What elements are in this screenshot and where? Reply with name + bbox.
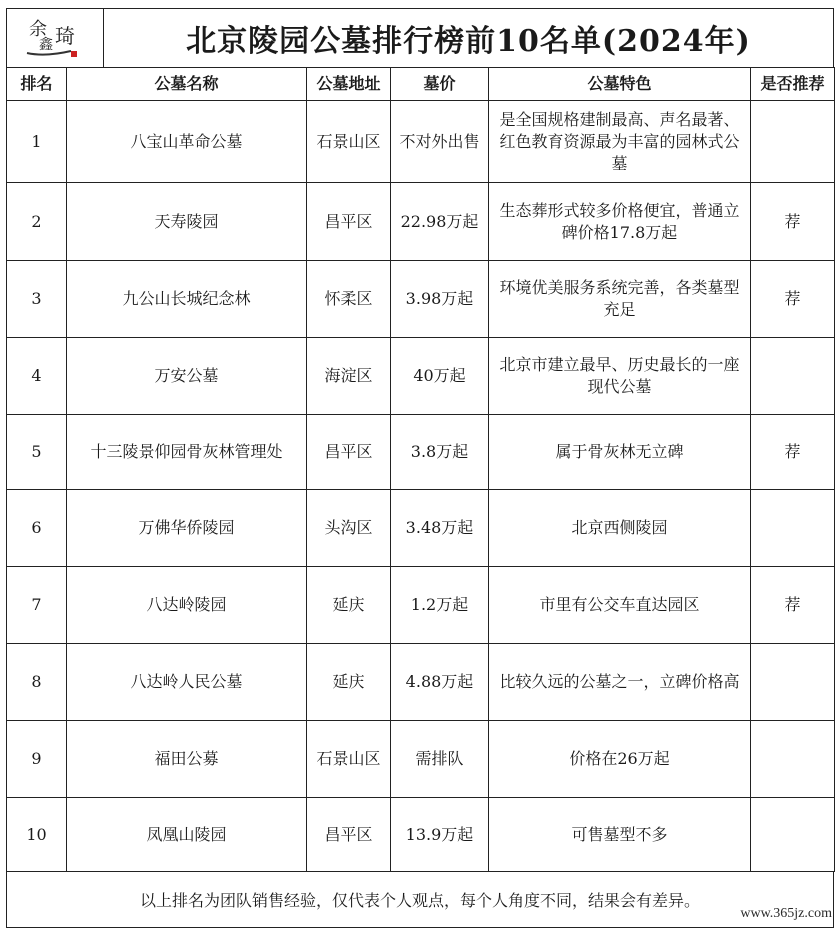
cell-price: 不对外出售 bbox=[391, 101, 489, 183]
cell-rank: 8 bbox=[7, 644, 67, 721]
svg-text:余: 余 bbox=[29, 19, 47, 40]
cell-rank: 3 bbox=[7, 261, 67, 338]
table-row bbox=[7, 101, 835, 183]
cell-name: 万佛华侨陵园 bbox=[67, 490, 307, 567]
table-row bbox=[7, 338, 835, 415]
table-row bbox=[7, 261, 835, 338]
ranking-sheet bbox=[6, 8, 834, 872]
cell-feature: 市里有公交车直达园区 bbox=[489, 567, 751, 644]
page-title: 北京陵园公墓排行榜前10名单(2024年) bbox=[186, 24, 751, 59]
cell-rank: 2 bbox=[7, 183, 67, 261]
cell-feature: 属于骨灰林无立碑 bbox=[489, 415, 751, 490]
cell-name: 天寿陵园 bbox=[67, 183, 307, 261]
cell-price: 3.98万起 bbox=[391, 261, 489, 338]
cell-recommend bbox=[751, 644, 835, 721]
cell-rank: 9 bbox=[7, 721, 67, 798]
cell-price: 需排队 bbox=[391, 721, 489, 798]
cell-address: 怀柔区 bbox=[307, 261, 391, 338]
cell-price: 3.8万起 bbox=[391, 415, 489, 490]
header-feature: 公墓特色 bbox=[489, 68, 751, 101]
cell-feature: 是全国规格建制最高、声名最著、红色教育资源最为丰富的园林式公墓 bbox=[489, 101, 751, 183]
cell-name: 福田公募 bbox=[67, 721, 307, 798]
cell-name: 八达岭陵园 bbox=[67, 567, 307, 644]
cell-rank: 1 bbox=[7, 101, 67, 183]
cell-feature: 比较久远的公墓之一，立碑价格高 bbox=[489, 644, 751, 721]
cell-price: 13.9万起 bbox=[391, 798, 489, 872]
cell-address: 昌平区 bbox=[307, 798, 391, 872]
cell-price: 22.98万起 bbox=[391, 183, 489, 261]
cell-address: 延庆 bbox=[307, 567, 391, 644]
cell-name: 八达岭人民公墓 bbox=[67, 644, 307, 721]
watermark: www.365jz.com bbox=[740, 906, 832, 921]
header-address: 公墓地址 bbox=[307, 68, 391, 101]
svg-text:琦: 琦 bbox=[55, 24, 75, 48]
cell-rank: 7 bbox=[7, 567, 67, 644]
table-row bbox=[7, 183, 835, 261]
cell-feature: 北京西侧陵园 bbox=[489, 490, 751, 567]
cell-address: 昌平区 bbox=[307, 415, 391, 490]
cell-recommend bbox=[751, 490, 835, 567]
cell-recommend bbox=[751, 338, 835, 415]
table-row bbox=[7, 415, 835, 490]
brand-logo bbox=[7, 9, 104, 67]
svg-text:鑫: 鑫 bbox=[39, 37, 53, 53]
cell-name: 八宝山革命公墓 bbox=[67, 101, 307, 183]
cell-recommend: 荐 bbox=[751, 415, 835, 490]
disclaimer-note: 以上排名为团队销售经验，仅代表个人观点，每个人角度不同，结果会有差异。 bbox=[6, 871, 834, 928]
cell-feature: 可售墓型不多 bbox=[489, 798, 751, 872]
cell-recommend bbox=[751, 798, 835, 872]
cell-feature: 生态葬形式较多价格便宜，普通立碑价格17.8万起 bbox=[489, 183, 751, 261]
table-row bbox=[7, 644, 835, 721]
cell-rank: 6 bbox=[7, 490, 67, 567]
table-row bbox=[7, 490, 835, 567]
header-recommend: 是否推荐 bbox=[751, 68, 835, 101]
cell-feature: 北京市建立最早、历史最长的一座现代公墓 bbox=[489, 338, 751, 415]
ranking-table bbox=[6, 67, 835, 872]
cell-recommend: 荐 bbox=[751, 567, 835, 644]
cell-address: 头沟区 bbox=[307, 490, 391, 567]
cell-recommend bbox=[751, 721, 835, 798]
table-row bbox=[7, 798, 835, 872]
cell-address: 昌平区 bbox=[307, 183, 391, 261]
table-header-row bbox=[7, 68, 835, 101]
cell-rank: 4 bbox=[7, 338, 67, 415]
cell-price: 1.2万起 bbox=[391, 567, 489, 644]
cell-address: 石景山区 bbox=[307, 101, 391, 183]
table-row bbox=[7, 721, 835, 798]
header-price: 墓价 bbox=[391, 68, 489, 101]
cell-address: 石景山区 bbox=[307, 721, 391, 798]
cell-name: 十三陵景仰园骨灰林管理处 bbox=[67, 415, 307, 490]
cell-address: 海淀区 bbox=[307, 338, 391, 415]
title-row bbox=[6, 8, 834, 67]
cell-recommend bbox=[751, 101, 835, 183]
cell-feature: 环境优美服务系统完善，各类墓型充足 bbox=[489, 261, 751, 338]
cell-rank: 5 bbox=[7, 415, 67, 490]
cell-feature: 价格在26万起 bbox=[489, 721, 751, 798]
cell-rank: 10 bbox=[7, 798, 67, 872]
table-row bbox=[7, 567, 835, 644]
cell-recommend: 荐 bbox=[751, 261, 835, 338]
cell-name: 万安公墓 bbox=[67, 338, 307, 415]
brand-calligraphy-logo-icon bbox=[25, 13, 85, 63]
cell-price: 4.88万起 bbox=[391, 644, 489, 721]
header-rank: 排名 bbox=[7, 68, 67, 101]
cell-price: 40万起 bbox=[391, 338, 489, 415]
cell-name: 九公山长城纪念林 bbox=[67, 261, 307, 338]
header-name: 公墓名称 bbox=[67, 68, 307, 101]
cell-name: 凤凰山陵园 bbox=[67, 798, 307, 872]
cell-recommend: 荐 bbox=[751, 183, 835, 261]
cell-price: 3.48万起 bbox=[391, 490, 489, 567]
cell-address: 延庆 bbox=[307, 644, 391, 721]
